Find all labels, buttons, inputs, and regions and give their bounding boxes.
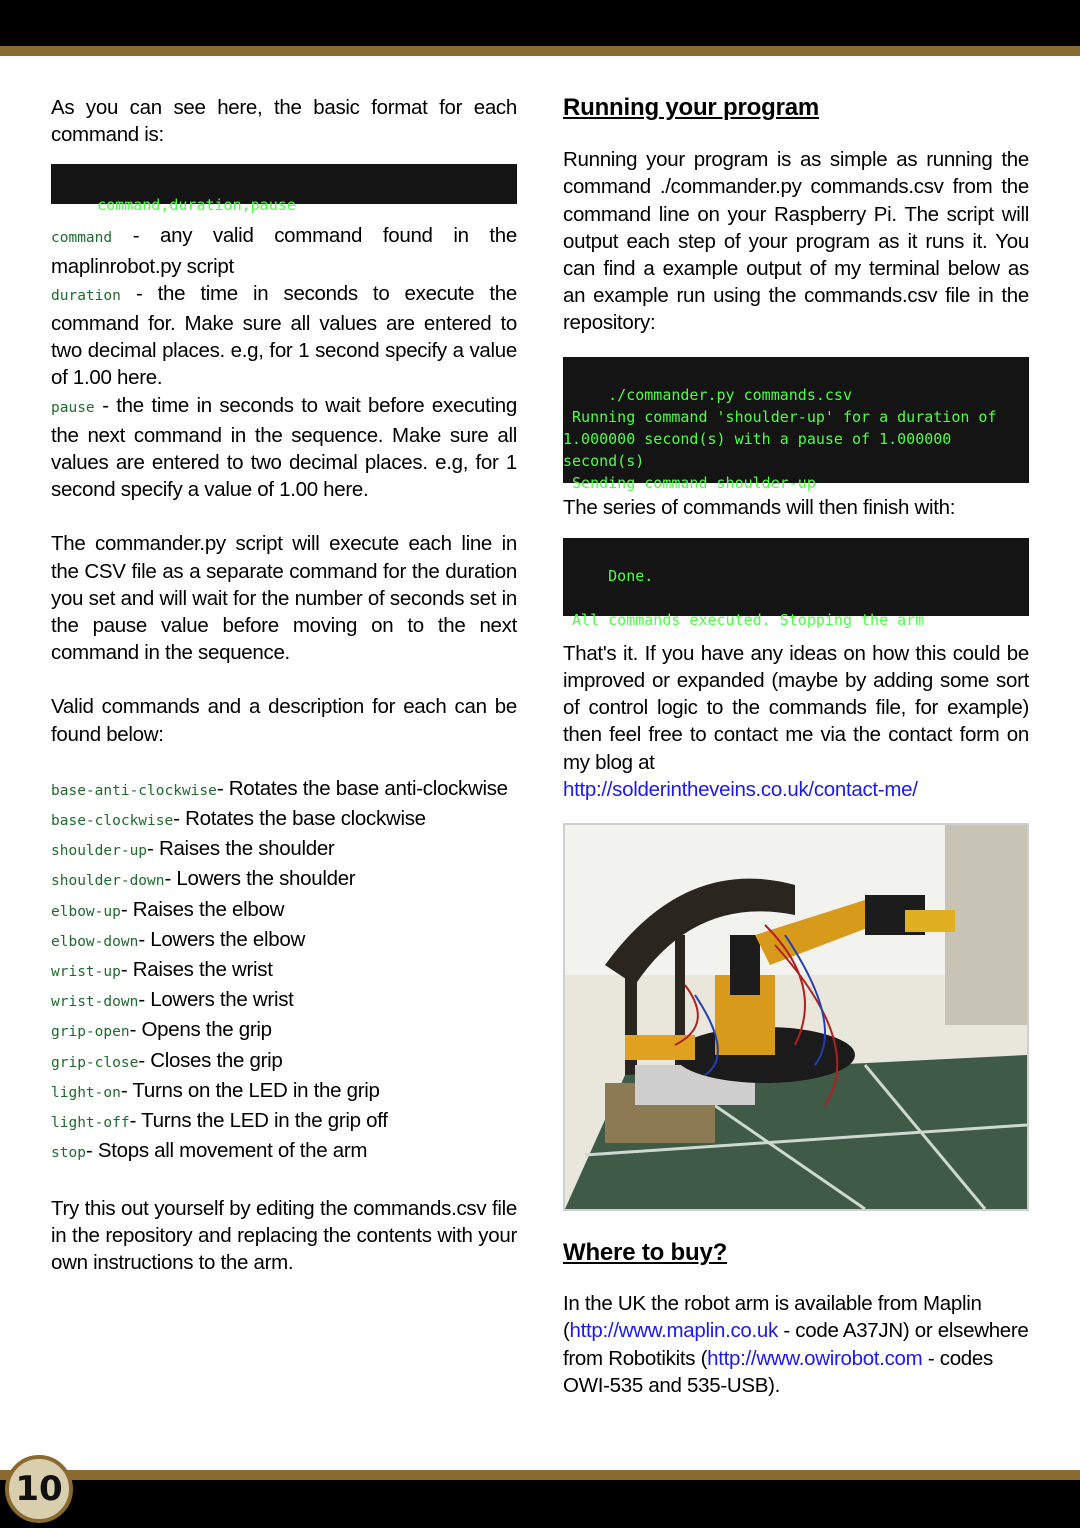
command-desc: - Raises the elbow bbox=[120, 897, 285, 921]
command-name: wrist-up bbox=[51, 964, 121, 981]
list-item bbox=[51, 865, 517, 895]
owi-link[interactable]: http://www.owirobot.com bbox=[707, 1346, 923, 1370]
blog-link[interactable]: http://solderintheveins.co.uk/contact-me/ bbox=[563, 777, 918, 801]
command-name: shoulder-down bbox=[51, 873, 165, 890]
param-desc: - the time in seconds to wait before executing the next command in the sequence. Make sure all values are entered to two decimal places. e.g, for 1 second specify a value of 1.00 here. bbox=[51, 393, 517, 502]
command-name: base-clockwise bbox=[51, 813, 174, 830]
command-name: light-off bbox=[51, 1115, 130, 1132]
intro-paragraph: As you can see here, the basic format for each command is: bbox=[51, 96, 517, 147]
valid-commands-intro: Valid commands and a description for each can be found below: bbox=[51, 695, 517, 746]
right-column bbox=[563, 94, 1029, 1399]
command-desc: - Turns on the LED in the grip bbox=[120, 1078, 380, 1102]
thats-it-text: That's it. If you have any ideas on how this could be improved or expanded (maybe by adding some sort of control logic to the commands file, for example) then feel free to contact me via the contact form on my blog at bbox=[563, 641, 1029, 774]
format-code-box bbox=[51, 164, 517, 215]
running-heading: Running your program bbox=[563, 94, 819, 121]
terminal-output: ./commander.py commands.csv Running command 'shoulder-up' for a duration of 1.000000 second(s) with a pause of 1.000000 second(s) Sending command shoulder-up bbox=[563, 385, 997, 492]
list-item bbox=[51, 835, 517, 865]
finish-text: The series of commands will then finish with: bbox=[563, 495, 956, 519]
footer-bar bbox=[0, 1480, 1080, 1528]
command-desc: - Closes the grip bbox=[138, 1048, 283, 1072]
list-item bbox=[51, 1016, 517, 1046]
command-desc: - Rotates the base clockwise bbox=[173, 807, 426, 831]
page-number-badge bbox=[5, 1455, 73, 1523]
list-item bbox=[51, 1077, 517, 1107]
command-name: shoulder-up bbox=[51, 843, 148, 860]
command-name: elbow-up bbox=[51, 903, 121, 920]
command-list bbox=[51, 775, 517, 1168]
left-column bbox=[51, 94, 517, 1276]
header-bar bbox=[0, 0, 1080, 46]
buy-text: - code A37JN) or elsewhere from Robotikits ( bbox=[563, 1319, 1029, 1370]
buy-text: - codes OWI-535 and 535-USB). bbox=[563, 1346, 993, 1397]
list-item bbox=[51, 926, 517, 956]
list-item bbox=[51, 896, 517, 926]
list-item bbox=[51, 1137, 517, 1167]
list-item bbox=[51, 986, 517, 1016]
param-name: pause bbox=[51, 399, 95, 416]
thats-it-paragraph bbox=[563, 640, 1029, 803]
list-item bbox=[51, 805, 517, 835]
maplin-link[interactable]: http://www.maplin.co.uk bbox=[569, 1319, 778, 1343]
param-desc: - the time in seconds to execute the command for. Make sure all values are entered to two decimal places. e.g, for 1 second specify a value of 1.00 here. bbox=[51, 281, 517, 390]
command-desc: - Raises the wrist bbox=[120, 958, 273, 982]
command-desc: - Raises the shoulder bbox=[147, 837, 335, 861]
terminal-finish-output: Done. All commands executed. Stopping the arm bbox=[572, 566, 925, 629]
command-name: grip-open bbox=[51, 1024, 130, 1041]
list-item bbox=[51, 956, 517, 986]
param-pause bbox=[51, 392, 517, 504]
command-desc: - Opens the grip bbox=[129, 1018, 272, 1042]
param-list bbox=[51, 222, 517, 503]
try-paragraph: Try this out yourself by editing the commands.csv file in the repository and replacing the contents with your own instructions to the arm. bbox=[51, 1196, 517, 1274]
list-item bbox=[51, 1107, 517, 1137]
command-desc: - Lowers the elbow bbox=[138, 927, 305, 951]
terminal-finish-box bbox=[563, 538, 1029, 629]
running-paragraph: Running your program is as simple as running the command ./commander.py commands.csv from the command line on your Raspberry Pi. The script will output each step of your program as it runs it. You can find a example output of my terminal below as an example run using the commands.csv file in the repository: bbox=[563, 148, 1029, 335]
buy-heading: Where to buy? bbox=[563, 1239, 728, 1267]
param-command bbox=[51, 222, 517, 279]
command-name: wrist-down bbox=[51, 994, 139, 1011]
param-name: command bbox=[51, 230, 113, 247]
command-desc: - Rotates the base anti-clockwise bbox=[216, 776, 508, 800]
command-name: stop bbox=[51, 1145, 86, 1162]
page-number: 10 bbox=[15, 1469, 63, 1509]
robot-arm-illustration bbox=[565, 825, 1027, 1209]
command-desc: - Lowers the shoulder bbox=[164, 867, 356, 891]
buy-paragraph bbox=[563, 1290, 1029, 1399]
robot-arm-photo bbox=[563, 823, 1029, 1211]
param-duration bbox=[51, 280, 517, 392]
buy-text: In the UK the robot arm is available from Maplin ( bbox=[563, 1292, 982, 1343]
command-name: base-anti-clockwise bbox=[51, 782, 217, 799]
param-desc: - any valid command found in the maplinrobot.py script bbox=[51, 224, 517, 278]
terminal-output-box bbox=[563, 357, 1029, 492]
command-desc: - Lowers the wrist bbox=[138, 988, 294, 1012]
list-item bbox=[51, 1047, 517, 1077]
command-name: grip-close bbox=[51, 1054, 139, 1071]
header-accent-stripe bbox=[0, 46, 1080, 56]
command-desc: - Turns the LED in the grip off bbox=[129, 1109, 388, 1133]
command-desc: - Stops all movement of the arm bbox=[85, 1139, 368, 1163]
commander-paragraph: The commander.py script will execute each line in the CSV file as a separate command for the duration you set and will wait for the number of seconds set in the pause value before moving on to the next command in the sequence. bbox=[51, 532, 517, 665]
param-name: duration bbox=[51, 287, 121, 304]
command-name: elbow-down bbox=[51, 933, 139, 950]
format-code: command,duration,pause bbox=[97, 196, 296, 215]
command-name: light-on bbox=[51, 1084, 121, 1101]
list-item bbox=[51, 775, 517, 805]
footer-accent-stripe bbox=[0, 1470, 1080, 1480]
